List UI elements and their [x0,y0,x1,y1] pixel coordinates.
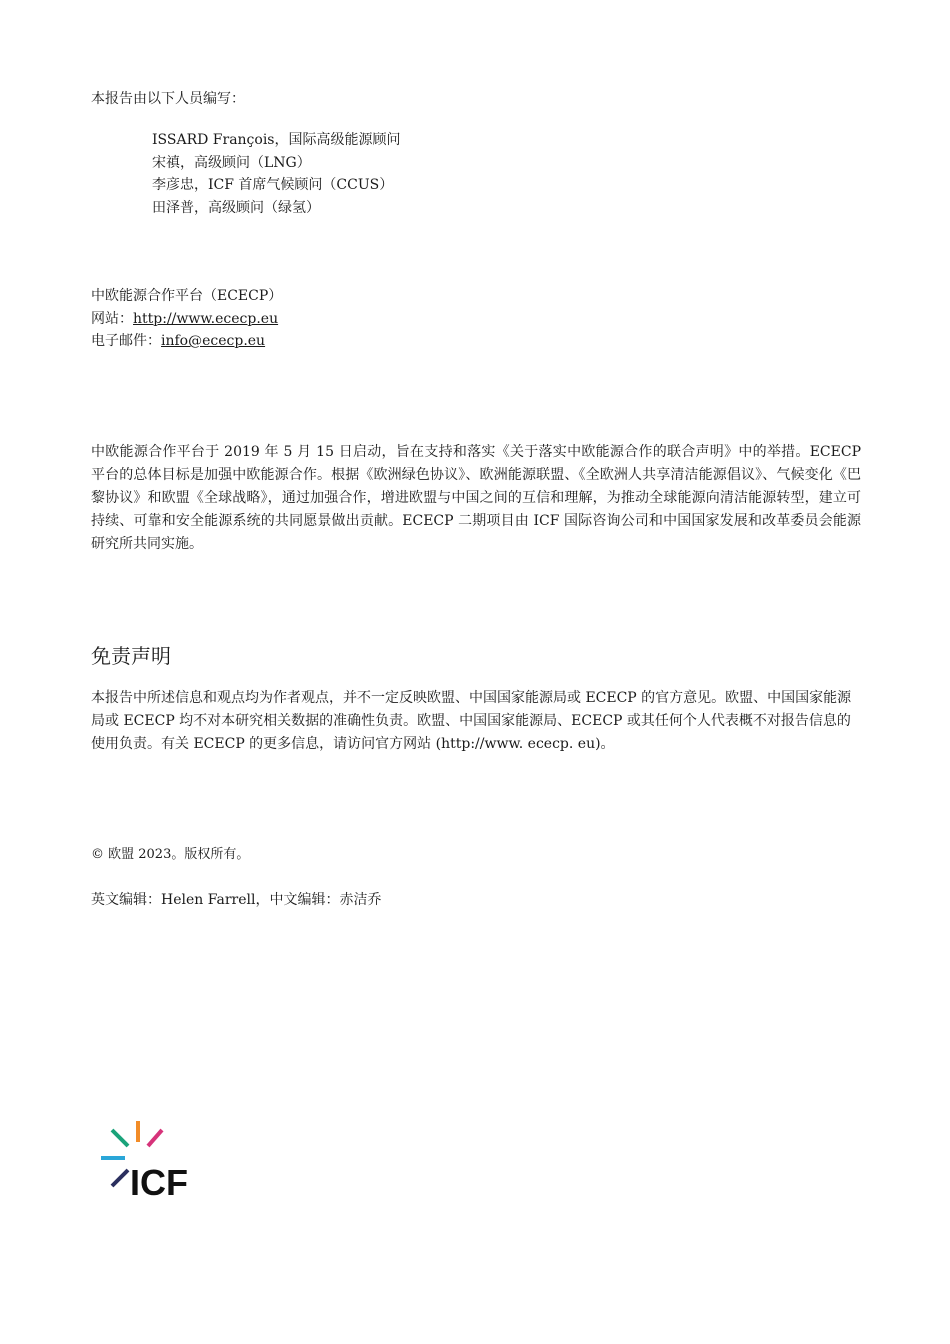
logo-text: ICF [130,1162,188,1200]
website-label: 网站： [91,310,133,327]
email-line [91,330,861,353]
contact-block [91,285,861,353]
logo-ray-navy [112,1170,128,1186]
website-link[interactable]: http://www.ececp.eu [133,310,279,327]
email-link[interactable]: info@ececp.eu [161,333,266,349]
website-line [91,308,861,331]
organization-name: 中欧能源合作平台（ECECP） [91,288,283,304]
icf-logo [98,1118,200,1200]
authors-intro: 本报告由以下人员编写： [91,91,245,107]
disclaimer-paragraph: 本报告中所述信息和观点均为作者观点，并不一定反映欧盟、中国国家能源局或 ECECP 的官方意见。欧盟、中国国家能源局或 ECECP 均不对本研究相关数据的准确性负责。欧盟、中国国家能源局、ECECP 或其任何个人代表概不对报告信息的使用负责。有关 ECECP 的更多信息，请访问官方网站 (http://www. ececp. eu)。 [91,690,852,752]
author-item: 李彦忠，ICF 首席气候顾问（CCUS） [152,177,394,193]
author-item: 田泽普，高级顾问（绿氢） [152,199,320,216]
author-item: 宋禛，高级顾问（LNG） [152,154,311,171]
email-label: 电子邮件： [91,333,161,349]
about-paragraph: 中欧能源合作平台于 2019 年 5 月 15 日启动，旨在支持和落实《关于落实中欧能源合作的联合声明》中的举措。ECECP 平台的总体目标是加强中欧能源合作。根据《欧洲绿色协议》、欧洲能源联盟、《全欧洲人共享清洁能源倡议》、气候变化《巴黎协议》和欧盟《全球战略》，通过加强合作，增进欧盟与中国之间的互信和理解，为推动全球能源向清洁能源转型，建立可持续、可靠和安全能源系统的共同愿景做出贡献。ECECP 二期项目由 ICF 国际咨询公司和中国国家发展和改革委员会能源研究所共同实施。 [91,444,861,552]
copyright-notice: © 欧盟 2023。版权所有。 [91,847,250,862]
author-item: ISSARD François，国际高级能源顾问 [152,132,401,148]
disclaimer-heading: 免责声明 [91,644,171,668]
editors-credit: 英文编辑：Helen Farrell，中文编辑：赤洁乔 [91,892,382,908]
authors-list [152,129,401,219]
logo-ray-pink [148,1130,162,1146]
logo-ray-green [112,1130,128,1146]
